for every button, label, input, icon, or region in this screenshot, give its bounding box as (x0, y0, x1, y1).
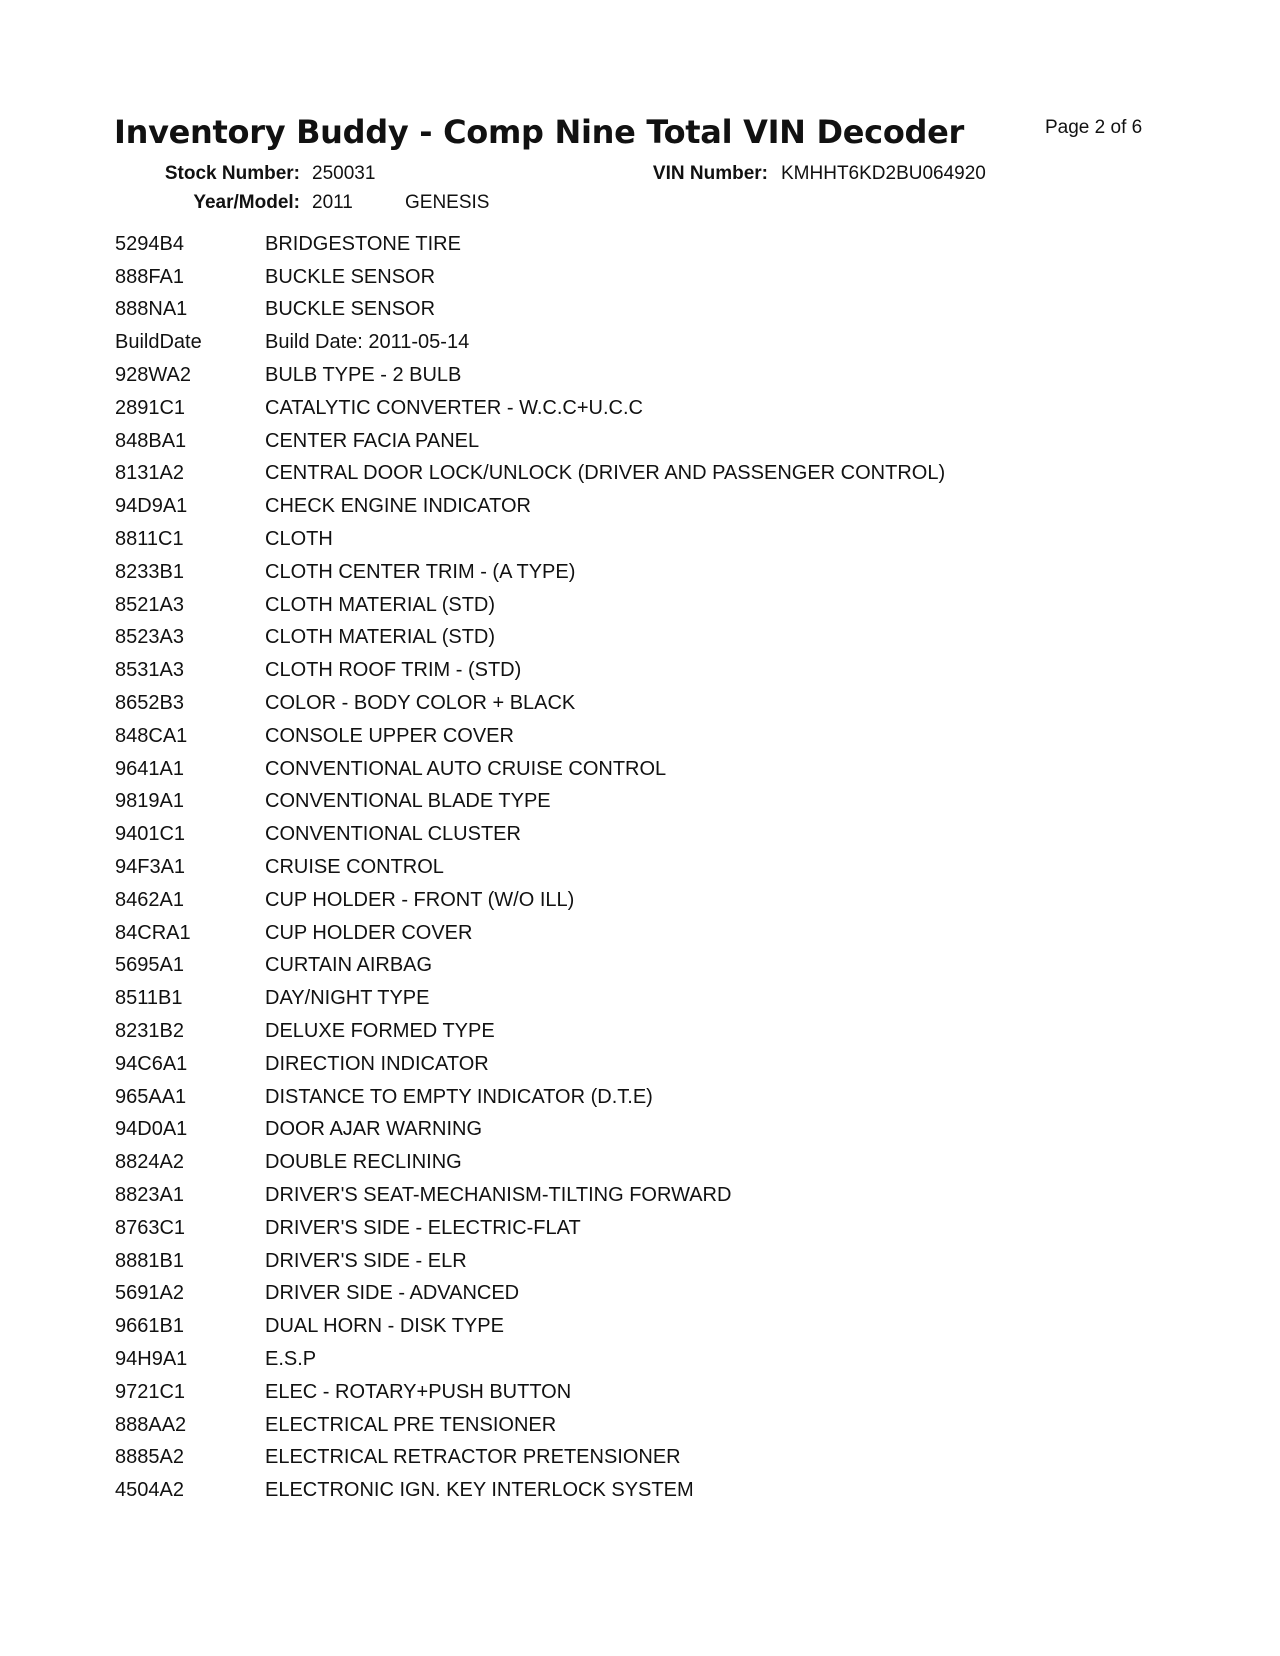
option-description: CENTER FACIA PANEL (265, 429, 480, 452)
option-code: 8885A2 (115, 1446, 184, 1469)
list-item (115, 1343, 1215, 1376)
stock-number-label: Stock Number: (164, 163, 300, 184)
option-code: 8823A1 (115, 1184, 184, 1206)
option-code: 888FA1 (115, 265, 184, 288)
list-item (115, 1179, 1215, 1212)
list-item (115, 425, 1215, 458)
option-description: CONSOLE UPPER COVER (265, 724, 514, 747)
list-item (115, 1376, 1215, 1409)
option-code: BuildDate (115, 331, 202, 354)
list-item (115, 1212, 1215, 1245)
option-code: 848BA1 (115, 429, 187, 452)
option-code: 8652B3 (115, 692, 184, 715)
list-item (115, 228, 1215, 261)
list-item (115, 326, 1215, 359)
option-code-list (115, 228, 1215, 1507)
list-item (115, 1114, 1215, 1147)
option-code: 8811C1 (115, 528, 184, 551)
option-description: DRIVER'S SEAT-MECHANISM-TILTING FORWARD (265, 1184, 732, 1206)
option-description: DELUXE FORMED TYPE (265, 1020, 495, 1043)
option-description: BUCKLE SENSOR (265, 265, 436, 288)
option-code: 94F3A1 (115, 856, 186, 879)
option-code: 2891C1 (115, 396, 186, 419)
option-code: 94H9A1 (115, 1347, 188, 1370)
option-description: DRIVER'S SIDE - ELECTRIC-FLAT (265, 1216, 581, 1239)
option-code: 9641A1 (115, 757, 184, 780)
list-item (115, 1474, 1215, 1507)
list-item (115, 294, 1215, 327)
list-item (115, 851, 1215, 884)
list-item (115, 1409, 1215, 1442)
option-code: 94C6A1 (115, 1052, 188, 1075)
option-code: 8131A2 (115, 462, 184, 485)
option-description: BUCKLE SENSOR (265, 298, 436, 321)
option-description: CONVENTIONAL BLADE TYPE (265, 790, 551, 813)
option-code: 8521A3 (115, 593, 184, 616)
list-item (115, 523, 1215, 556)
list-item (115, 359, 1215, 392)
option-code: 5691A2 (115, 1282, 184, 1305)
option-code: 4504A2 (115, 1479, 184, 1502)
option-description: DOOR AJAR WARNING (265, 1118, 483, 1141)
list-item (115, 753, 1215, 786)
option-code: 9401C1 (115, 823, 186, 846)
list-item (115, 720, 1215, 753)
option-description: COLOR - BODY COLOR + BLACK (265, 692, 576, 715)
list-item (115, 1048, 1215, 1081)
option-code: 8511B1 (115, 987, 183, 1010)
list-item (115, 982, 1215, 1015)
option-description: CLOTH CENTER TRIM - (A TYPE) (265, 560, 576, 583)
year-model-label: Year/Model: (193, 192, 300, 213)
list-item (115, 589, 1215, 622)
option-code: 8231B2 (115, 1020, 184, 1043)
model-value: GENESIS (405, 192, 490, 213)
option-description: CURTAIN AIRBAG (265, 954, 433, 977)
option-description: CONVENTIONAL CLUSTER (265, 823, 521, 846)
list-item (115, 687, 1215, 720)
option-description: ELECTRONIC IGN. KEY INTERLOCK SYSTEM (265, 1479, 694, 1502)
option-code: 965AA1 (115, 1085, 187, 1108)
option-code: 9819A1 (115, 790, 184, 813)
list-item (115, 917, 1215, 950)
option-code: 5294B4 (115, 232, 184, 255)
list-item (115, 1146, 1215, 1179)
option-description: CONVENTIONAL AUTO CRUISE CONTROL (265, 757, 667, 780)
option-description: DUAL HORN - DISK TYPE (265, 1315, 504, 1338)
option-description: CRUISE CONTROL (265, 856, 444, 879)
vin-number-label: VIN Number: (652, 163, 768, 184)
list-item (115, 556, 1215, 589)
option-code: 8233B1 (115, 560, 184, 583)
option-description: DRIVER SIDE - ADVANCED (265, 1282, 520, 1305)
option-code: 94D0A1 (115, 1118, 188, 1141)
option-description: ELECTRICAL PRE TENSIONER (265, 1413, 557, 1436)
option-description: BRIDGESTONE TIRE (265, 232, 461, 255)
option-code: 888AA2 (115, 1413, 187, 1436)
option-description: CUP HOLDER - FRONT (W/O ILL) (265, 888, 575, 911)
option-description: ELEC - ROTARY+PUSH BUTTON (265, 1380, 572, 1403)
option-description: DISTANCE TO EMPTY INDICATOR (D.T.E) (265, 1085, 653, 1108)
stock-number-value: 250031 (312, 163, 376, 184)
option-code: 9661B1 (115, 1315, 184, 1338)
option-description: E.S.P (265, 1347, 317, 1370)
option-description: DOUBLE RECLINING (265, 1151, 462, 1174)
option-description: DAY/NIGHT TYPE (265, 987, 430, 1010)
option-code: 848CA1 (115, 724, 188, 747)
option-description: CLOTH ROOF TRIM - (STD) (265, 659, 522, 682)
option-code: 8462A1 (115, 888, 184, 911)
option-description: CUP HOLDER COVER (265, 921, 473, 944)
option-description: CLOTH (265, 528, 333, 551)
option-code: 8824A2 (115, 1151, 184, 1174)
list-item (115, 818, 1215, 851)
list-item (115, 1441, 1215, 1474)
page-number: Page 2 of 6 (1045, 117, 1143, 138)
option-description: Build Date: 2011-05-14 (265, 331, 470, 354)
list-item (115, 1245, 1215, 1278)
vin-number-value: KMHHT6KD2BU064920 (781, 163, 986, 184)
list-item (115, 490, 1215, 523)
list-item (115, 261, 1215, 294)
option-description: CENTRAL DOOR LOCK/UNLOCK (DRIVER AND PASSENGER CONTROL) (265, 462, 946, 485)
list-item (115, 622, 1215, 655)
option-code: 8523A3 (115, 626, 184, 649)
option-description: ELECTRICAL RETRACTOR PRETENSIONER (265, 1446, 681, 1469)
option-description: DRIVER'S SIDE - ELR (265, 1249, 467, 1272)
option-description: CLOTH MATERIAL (STD) (265, 593, 496, 616)
option-description: CATALYTIC CONVERTER - W.C.C+U.C.C (265, 396, 643, 419)
document-title: Inventory Buddy - Comp Nine Total VIN Decoder (114, 113, 965, 151)
list-item (115, 1278, 1215, 1311)
option-code: 94D9A1 (115, 495, 188, 518)
option-code: 8531A3 (115, 659, 184, 682)
option-code: 888NA1 (115, 298, 188, 321)
option-description: DIRECTION INDICATOR (265, 1052, 489, 1075)
option-code: 928WA2 (115, 364, 191, 387)
option-description: BULB TYPE - 2 BULB (265, 364, 462, 387)
option-code: 9721C1 (115, 1380, 186, 1403)
list-item (115, 786, 1215, 819)
option-description: CHECK ENGINE INDICATOR (265, 495, 531, 518)
list-item (115, 1015, 1215, 1048)
list-item (115, 1081, 1215, 1114)
year-value: 2011 (312, 192, 353, 213)
list-item (115, 654, 1215, 687)
list-item (115, 1310, 1215, 1343)
list-item (115, 458, 1215, 491)
option-code: 5695A1 (115, 954, 184, 977)
option-description: CLOTH MATERIAL (STD) (265, 626, 496, 649)
list-item (115, 950, 1215, 983)
list-item (115, 884, 1215, 917)
option-code: 8881B1 (115, 1249, 184, 1272)
option-code: 84CRA1 (115, 921, 191, 944)
list-item (115, 392, 1215, 425)
option-code: 8763C1 (115, 1216, 186, 1239)
